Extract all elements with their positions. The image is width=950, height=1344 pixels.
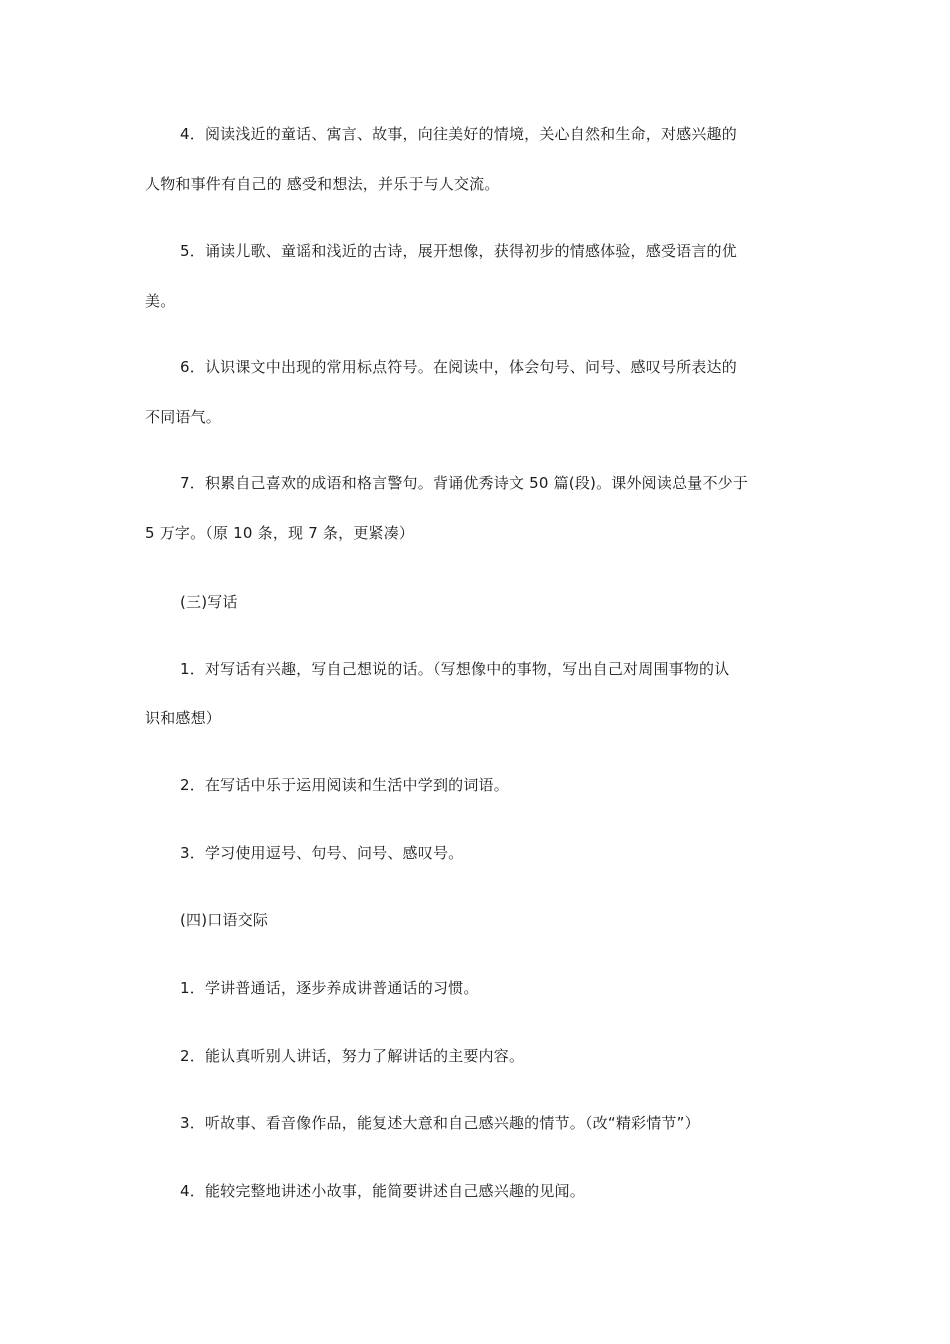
writing-item-2: 2．在写话中乐于运用阅读和生活中学到的词语。: [180, 776, 509, 794]
oral-item-4: 4．能较完整地讲述小故事，能简要讲述自己感兴趣的见闻。: [180, 1182, 585, 1200]
oral-item-3: 3．听故事、看音像作品，能复述大意和自己感兴趣的情节。（改“精彩情节”）: [180, 1114, 700, 1132]
oral-item-2: 2．能认真听别人讲话，努力了解讲话的主要内容。: [180, 1047, 525, 1065]
reading-item-7-line-2: 5 万字。（原 10 条，现 7 条，更紧凑）: [145, 524, 415, 542]
reading-item-4-line-1: 4．阅读浅近的童话、寓言、故事，向往美好的情境，关心自然和生命，对感兴趣的: [180, 125, 737, 143]
reading-item-5-line-2: 美。: [145, 292, 176, 310]
reading-item-7-line-1: 7．积累自己喜欢的成语和格言警句。背诵优秀诗文 50 篇(段)。课外阅读总量不少于: [180, 474, 749, 492]
reading-item-6-line-2: 不同语气。: [145, 408, 222, 426]
reading-item-4-line-2: 人物和事件有自己的 感受和想法，并乐于与人交流。: [145, 175, 500, 193]
section-heading-writing: (三)写话: [180, 593, 238, 611]
writing-item-3: 3．学习使用逗号、句号、问号、感叹号。: [180, 844, 464, 862]
oral-item-1: 1．学讲普通话，逐步养成讲普通话的习惯。: [180, 979, 479, 997]
writing-item-1-line-1: 1．对写话有兴趣，写自己想说的话。（写想像中的事物，写出自己对周围事物的认: [180, 660, 730, 678]
writing-item-1-line-2: 识和感想）: [145, 709, 222, 727]
reading-item-6-line-1: 6．认识课文中出现的常用标点符号。在阅读中，体会句号、问号、感叹号所表达的: [180, 358, 737, 376]
reading-item-5-line-1: 5．诵读儿歌、童谣和浅近的古诗，展开想像，获得初步的情感体验，感受语言的优: [180, 242, 737, 260]
section-heading-oral-communication: (四)口语交际: [180, 911, 269, 929]
